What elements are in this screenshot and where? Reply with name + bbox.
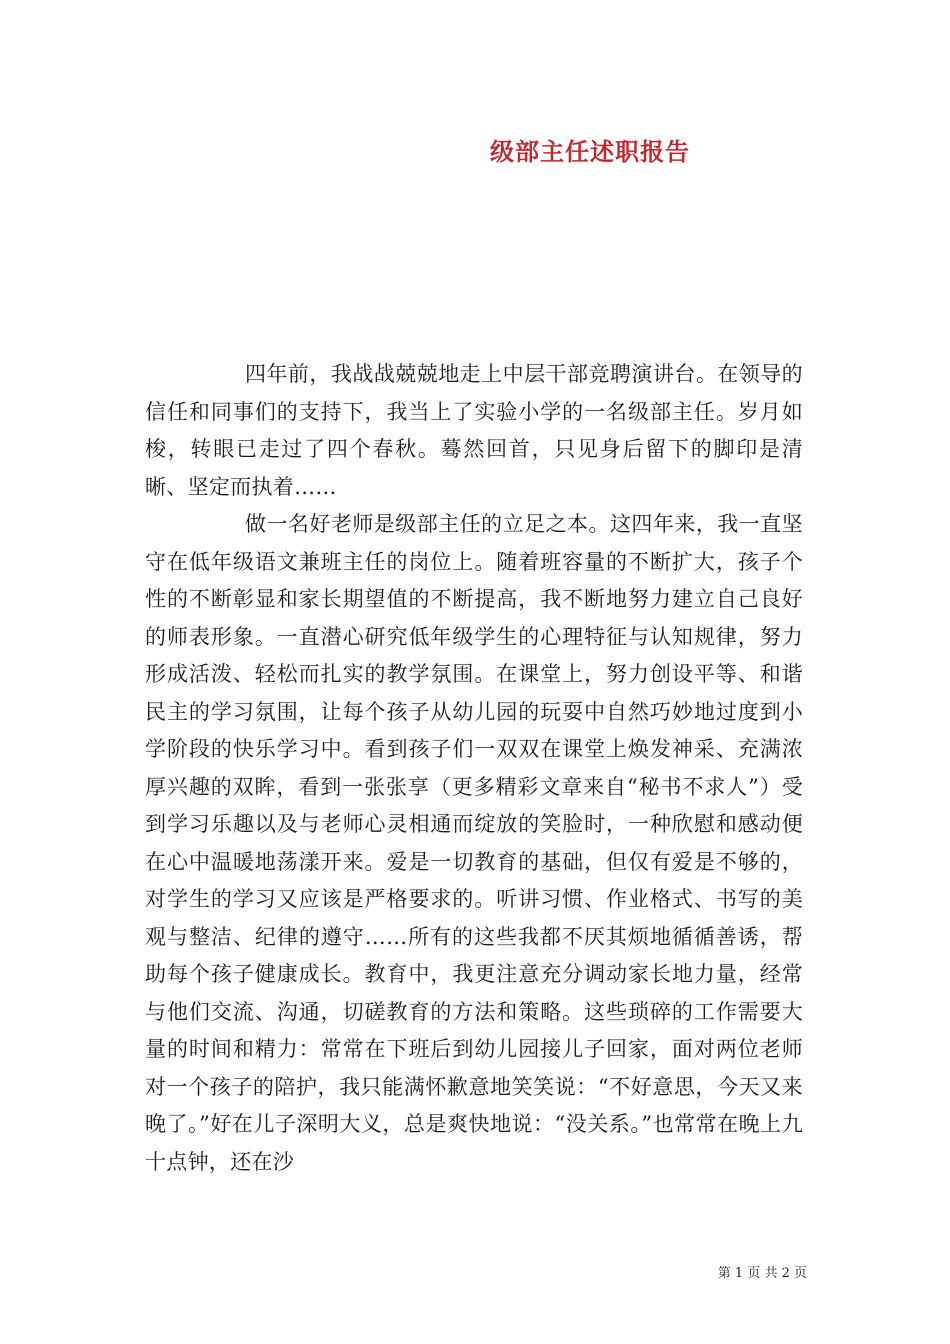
document-title: 级部主任述职报告 [490, 137, 690, 166]
paragraph-2: 做一名好老师是级部主任的立足之本。这四年来，我一直坚守在低年级语文兼班主任的岗位上。随着班容量的不断扩大，孩子个性的不断彰显和家长期望值的不断提高，我不断地努力建立自己良好的师表形象。一直潜心研究低年级学生的心理特征与认知规律，努力形成活泼、轻松而扎实的教学氛围。在课堂上，努力创设平等、和谐民主的学习氛围，让每个孩子从幼儿园的玩耍中自然巧妙地过度到小学阶段的快乐学习中。看到孩子们一双双在课堂上焕发神采、充满浓厚兴趣的双眸，看到一张张享（更多精彩文章来自“秘书不求人”）受到学习乐趣以及与老师心灵相通而绽放的笑脸时，一种欣慰和感动便在心中温暖地荡漾开来。爱是一切教育的基础，但仅有爱是不够的，对学生的学习又应该是严格要求的。听讲习惯、作业格式、书写的美观与整洁、纪律的遵守……所有的这些我都不厌其烦地循循善诱，帮助每个孩子健康成长。教育中，我更注意充分调动家长地力量，经常与他们交流、沟通，切磋教育的方法和策略。这些琐碎的工作需要大量的时间和精力：常常在下班后到幼儿园接儿子回家，面对两位老师对一个孩子的陪护，我只能满怀歉意地笑笑说：“不好意思，今天又来晚了。”好在儿子深明大义，总是爽快地说：“没关系。”也常常在晚上九十点钟，还在沙 [145, 512, 803, 1174]
paragraph-1: 四年前，我战战兢兢地走上中层干部竞聘演讲台。在领导的信任和同事们的支持下，我当上了实验小学的一名级部主任。岁月如梭，转眼已走过了四个春秋。蓦然回首，只见身后留下的脚印是清晰、坚定而执着…… [145, 362, 803, 499]
page-number: 第 1 页 共 2 页 [717, 1266, 807, 1281]
document-body [145, 356, 803, 1181]
